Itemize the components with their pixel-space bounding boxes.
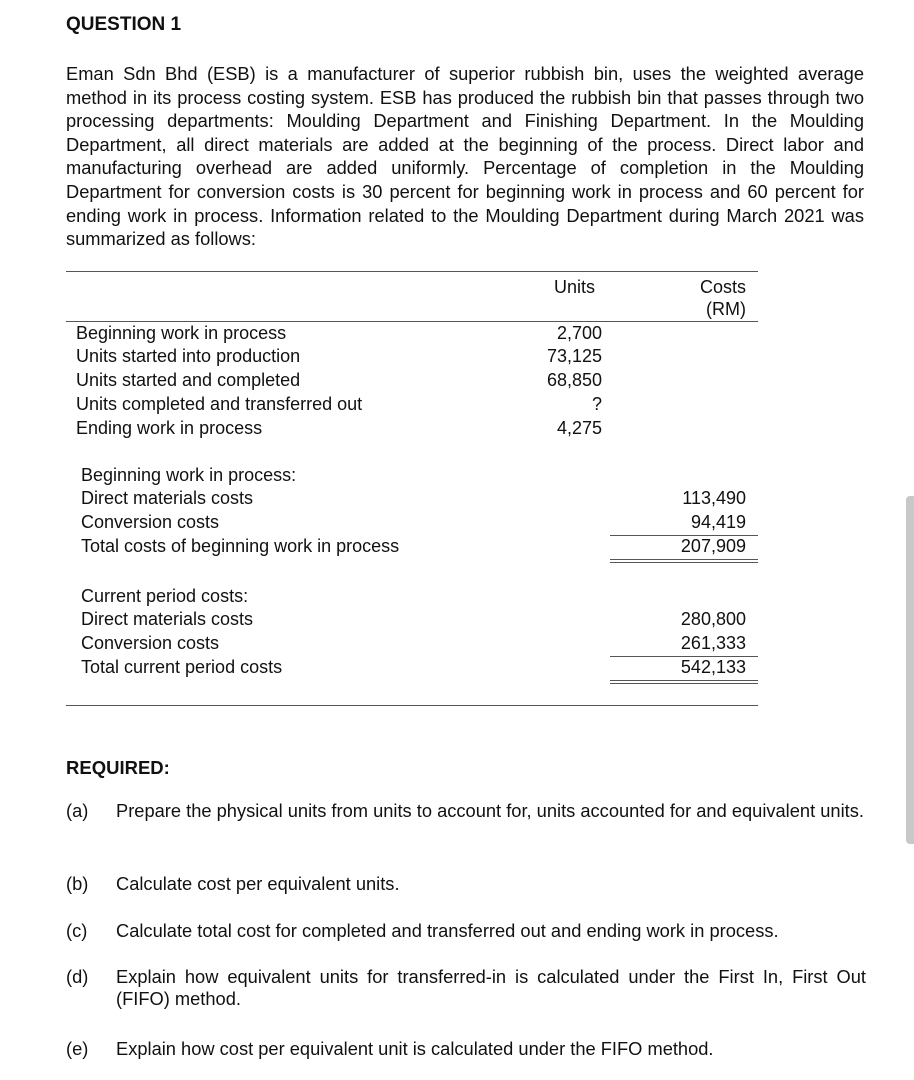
item-text: Explain how equivalent units for transferred-in is calculated under the First In, First Out (FIFO) method. [116,966,866,1009]
costs-header-unit: (RM) [706,299,746,319]
double-rule-bottom [610,683,758,684]
item-text: Prepare the physical units from units to account for, units accounted for and equivalent units. [116,800,864,821]
double-rule-top [610,680,758,681]
row-label: Direct materials costs [81,609,254,629]
row-cost: 113,490 [682,488,746,508]
double-rule-bottom [610,562,758,563]
row-label: Units started and completed [76,370,301,390]
beginning-heading: Beginning work in process: [81,465,297,485]
item-label: (e) [66,1038,89,1059]
item-text: Explain how cost per equivalent unit is calculated under the FIFO method. [116,1038,714,1059]
item-label: (c) [66,920,88,941]
total-cost: 207,909 [680,536,746,556]
current-heading: Current period costs: [81,586,249,606]
row-label: Units started into production [76,346,301,366]
row-units: 4,275 [556,418,602,438]
double-rule-top [610,559,758,560]
required-heading: REQUIRED: [66,757,170,778]
row-cost: 280,800 [680,609,746,629]
row-label: Units completed and transferred out [76,394,363,414]
row-units: 73,125 [546,346,602,366]
scrollbar-thumb[interactable] [906,496,914,844]
item-label: (a) [66,800,89,821]
total-cost: 542,133 [680,657,746,677]
row-label: Ending work in process [76,418,263,438]
item-text: Calculate cost per equivalent units. [116,873,400,894]
table-top-rule [66,271,758,272]
item-text: Calculate total cost for completed and transferred out and ending work in process. [116,920,779,941]
row-label: Conversion costs [81,512,220,532]
item-label: (b) [66,873,89,894]
total-label: Total current period costs [81,657,283,677]
units-header: Units [554,277,596,297]
costs-header: Costs [699,277,746,297]
row-label: Beginning work in process [76,323,287,343]
total-label: Total costs of beginning work in process [81,536,400,556]
row-units: ? [591,394,602,414]
item-label: (d) [66,966,89,987]
row-label: Conversion costs [81,633,220,653]
row-units: 68,850 [546,370,602,390]
row-label: Direct materials costs [81,488,254,508]
row-units: 2,700 [556,323,602,343]
row-cost: 94,419 [690,512,746,532]
row-cost: 261,333 [680,633,746,653]
table-bottom-rule [66,705,758,706]
intro-paragraph: Eman Sdn Bhd (ESB) is a manufacturer of superior rubbish bin, uses the weighted average method in its process costing system. ESB has produced the rubbish bin that passes through two processing departments: Moulding Department and Finishing Department. In the Moulding Department, all direct materials are added at the beginning of the process. Direct labor and manufacturing overhead are added uniformly. Percentage of completion in the Moulding Department for conversion costs is 30 percent for beginning work in process and 60 percent for ending work in process. Information related to the Moulding Department during March 2021 was summarized as follows: [66,63,864,250]
question-title: QUESTION 1 [66,14,182,35]
